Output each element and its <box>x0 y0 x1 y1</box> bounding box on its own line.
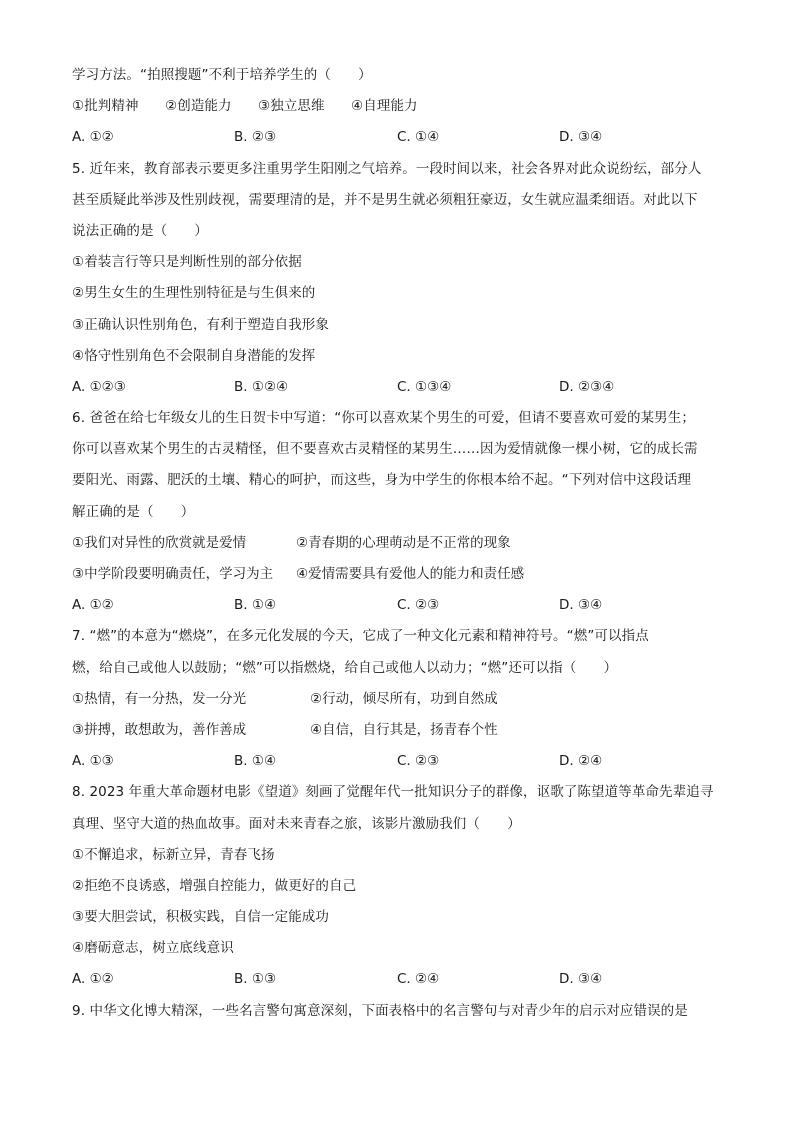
q5-option-3: ③正确认识性别角色，有利于塑造自我形象 <box>72 316 330 333</box>
q8-answer-d[interactable]: D. ③④ <box>559 971 603 988</box>
q6-answer-d[interactable]: D. ③④ <box>559 597 603 614</box>
q7-options-row-1 <box>72 690 722 721</box>
q5-answer-d[interactable]: D. ②③④ <box>559 378 615 395</box>
q6-stem-line-3: 要阳光、雨露、肥沃的土壤、精心的呵护，而这些，身为中学生的你根本给不起。“下列对信中这段话理 <box>72 472 692 489</box>
q6-stem-line-2: 你可以喜欢某个男生的古灵精怪，但不要喜欢古灵精怪的某男生……因为爱情就像一棵小树，它的成长需 <box>72 441 698 458</box>
q6-stem-line-1: 6. 爸爸在给七年级女儿的生日贺卡中写道：“你可以喜欢某个男生的可爱，但请不要喜欢可爱的某男生； <box>72 410 695 427</box>
q8-option-2: ②拒绝不良诱惑，增强自控能力，做更好的自己 <box>72 877 357 894</box>
q4-option-2: ②创造能力 <box>165 98 232 115</box>
q4-options <box>72 97 722 128</box>
q7-answer-b[interactable]: B. ①④ <box>234 753 277 770</box>
q7-answers <box>72 752 722 783</box>
q5-option-1: ①着装言行等只是判断性别的部分依据 <box>72 254 302 271</box>
q8-option-1: ①不懈追求，标新立异，青春飞扬 <box>72 846 275 863</box>
q5-stem-line-2: 甚至质疑此举涉及性别歧视，需要理清的是，并不是男生就必须粗狂豪迈，女生就应温柔细语。对此以下 <box>72 191 698 208</box>
q6-answer-b[interactable]: B. ①④ <box>234 597 277 614</box>
q4-answer-b[interactable]: B. ②③ <box>234 129 277 146</box>
q7-answer-c[interactable]: C. ②③ <box>397 753 440 770</box>
q4-option-1: ①批判精神 <box>72 98 139 115</box>
q5-answer-a[interactable]: A. ①②③ <box>72 378 126 395</box>
q5-answer-c[interactable]: C. ①③④ <box>397 378 452 395</box>
q6-option-1: ①我们对异性的欣赏就是爱情 <box>72 534 247 551</box>
q8-stem-line-2: 真理、坚守大道的热血故事。面对未来青春之旅，该影片激励我们（ ） <box>72 815 521 832</box>
q6-answer-a[interactable]: A. ①② <box>72 597 114 614</box>
q4-answer-a[interactable]: A. ①② <box>72 129 114 146</box>
q5-option-4: ④恪守性别角色不会限制自身潜能的发挥 <box>72 347 316 364</box>
q6-stem-line-4: 解正确的是（ ） <box>72 503 195 520</box>
q4-answer-c[interactable]: C. ①④ <box>397 129 440 146</box>
q9-stem-line-1: 9. 中华文化博大精深，一些名言警句寓意深刻，下面表格中的名言警句与对青少年的启示对应错误的是 <box>72 1002 688 1019</box>
q7-stem-line-2: 燃，给自己或他人以鼓励；“燃”可以指燃烧，给自己或他人以动力；“燃”还可以指（ ） <box>72 659 618 676</box>
q5-stem-line-3: 说法正确的是（ ） <box>72 222 208 239</box>
q7-option-4: ④自信，自行其是，扬青春个性 <box>310 721 498 738</box>
q7-stem-line-1: 7. “燃”的本意为“燃烧”，在多元化发展的今天，它成了一种文化元素和精神符号。“燃”可以指点 <box>72 628 649 645</box>
q7-option-3: ③拼搏，敢想敢为，善作善成 <box>72 721 247 738</box>
q5-option-2: ②男生女生的生理性别特征是与生俱来的 <box>72 285 316 302</box>
q8-option-4: ④磨砺意志，树立底线意识 <box>72 940 234 957</box>
q8-answer-c[interactable]: C. ②④ <box>397 971 440 988</box>
q7-options-row-2 <box>72 721 722 752</box>
q8-answer-b[interactable]: B. ①③ <box>234 971 277 988</box>
q7-option-2: ②行动，倾尽所有，功到自然成 <box>310 690 498 707</box>
q7-answer-a[interactable]: A. ①③ <box>72 753 114 770</box>
q8-stem-line-1: 8. 2023 年重大革命题材电影《望道》刻画了觉醒年代一批知识分子的群像，讴歌了陈望道等革命先辈追寻 <box>72 784 714 801</box>
q6-option-4: ④爱情需要具有爱他人的能力和责任感 <box>296 566 525 582</box>
q8-answers <box>72 970 722 1001</box>
q6-options-row-2 <box>72 565 722 596</box>
q4-stem-tail: 学习方法。“拍照搜题”不利于培养学生的（ ） <box>72 67 372 83</box>
q4-option-4: ④自理能力 <box>351 98 418 115</box>
q6-options-row-1 <box>72 534 722 565</box>
q6-option-3: ③中学阶段要明确责任，学习为主 <box>72 566 274 582</box>
q8-answer-a[interactable]: A. ①② <box>72 971 114 988</box>
q5-answer-b[interactable]: B. ①②④ <box>234 378 289 395</box>
q6-option-2: ②青春期的心理萌动是不正常的现象 <box>296 534 511 551</box>
q5-answers <box>72 378 722 409</box>
q4-option-3: ③独立思维 <box>258 98 325 115</box>
q6-answer-c[interactable]: C. ②③ <box>397 597 440 614</box>
q4-answer-d[interactable]: D. ③④ <box>559 129 603 146</box>
q7-option-1: ①热情，有一分热，发一分光 <box>72 690 247 707</box>
q8-option-3: ③要大胆尝试，积极实践，自信一定能成功 <box>72 909 330 926</box>
exam-page <box>72 66 722 1033</box>
q7-answer-d[interactable]: D. ②④ <box>559 753 603 770</box>
q5-stem-line-1: 5. 近年来，教育部表示要更多注重男学生阳刚之气培养。一段时间以来，社会各界对此众说纷纭，部分人 <box>72 160 702 177</box>
q6-answers <box>72 596 722 627</box>
q4-answers <box>72 128 722 159</box>
